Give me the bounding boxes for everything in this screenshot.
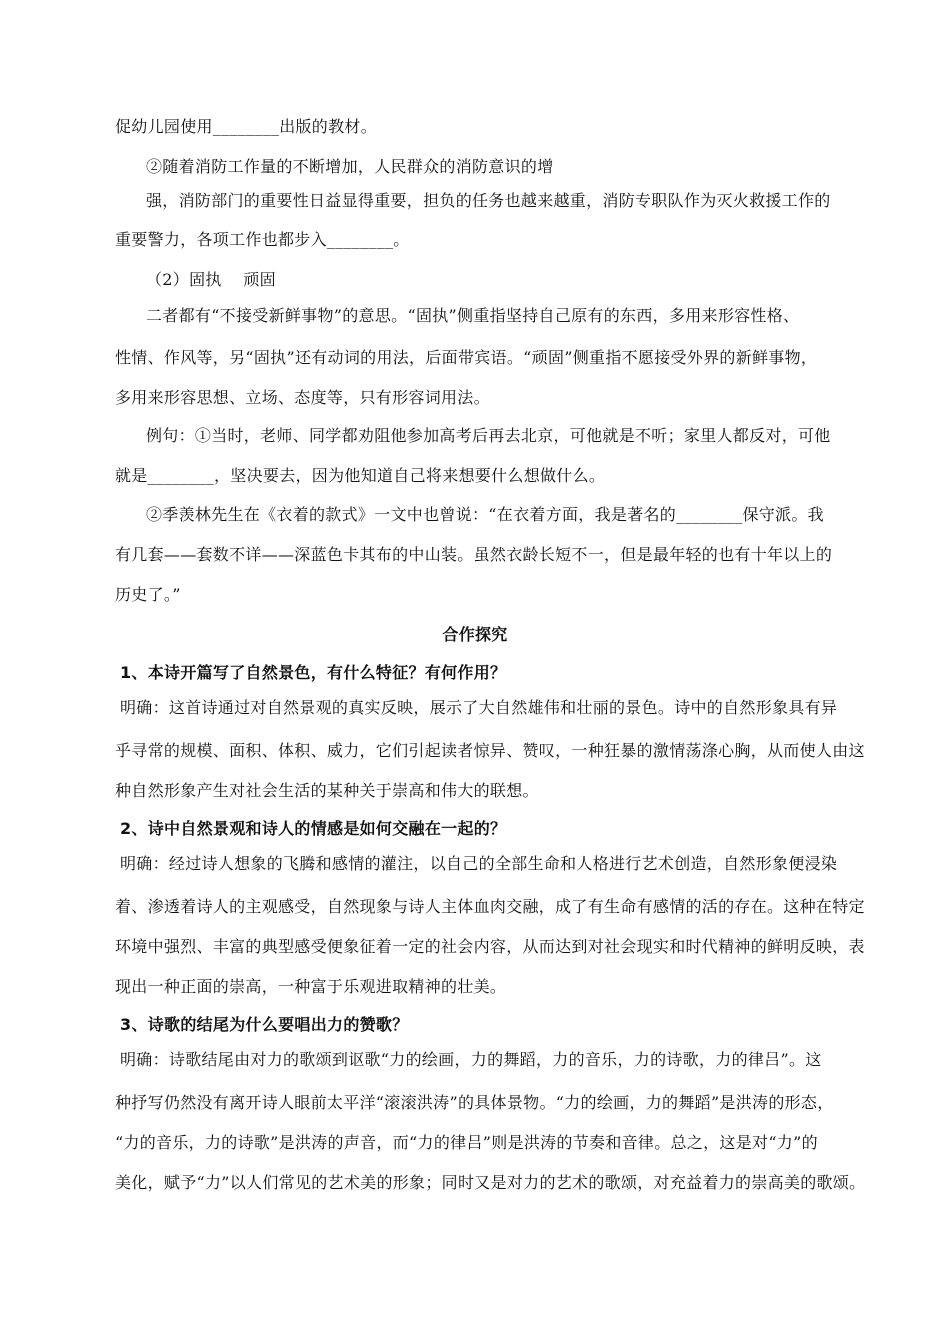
paragraph-line: 重要警力，各项工作也都步入________。 (115, 230, 410, 249)
example-sentence: ②季羡林先生在《衣着的款式》一文中也曾说：“在衣着方面，我是著名的________保守派。我 (146, 505, 824, 524)
section-title: 合作探究 (442, 625, 508, 644)
answer-line: 乎寻常的规模、面积、体积、威力，它们引起读者惊异、赞叹，一种狂暴的激情荡涤心胸，从而使人由这 (115, 741, 865, 760)
answer-line: 美化，赋予“力”以人们常见的艺术美的形象；同时又是对力的艺术的歌颂，对充益着力的崇高美的歌颂。 (115, 1173, 866, 1192)
paragraph-line: 就是________，坚决要去，因为他知道自己将来想要什么想做什么。 (115, 466, 606, 485)
paragraph-line: 有几套——套数不详——深蓝色卡其布的中山装。虽然衣龄长短不一，但是最年轻的也有十年以上的 (115, 545, 833, 564)
answer-line: 种自然形象产生对社会生活的某种关于崇高和伟大的联想。 (115, 781, 539, 800)
paragraph-line: 二者都有“不接受新鲜事物”的意思。“固执”侧重指坚持自己原有的东西，多用来形容性格、 (146, 306, 800, 325)
example-sentence: 例句：①当时，老师、同学都劝阻他参加高考后再去北京，可他就是不听；家里人都反对，可他 (146, 426, 831, 445)
answer-line: 环境中强烈、丰富的典型感受便象征着一定的社会内容，从而达到对社会现实和时代精神的鲜明反映，表 (115, 937, 865, 956)
paragraph-line: 性情、作风等，另“固执”还有动词的用法，后面带宾语。“顽固”侧重指不愿接受外界的新鲜事物， (115, 348, 818, 367)
answer-line: 着、渗透着诗人的主观感受，自然现象与诗人主体血肉交融，成了有生命有感情的活的存在。这种在特定 (115, 897, 865, 916)
word-pair-heading: （2）固执 顽固 (146, 270, 276, 289)
question-1: 1、本诗开篇写了自然景色，有什么特征？有何作用？ (120, 663, 507, 682)
paragraph-line: 强，消防部门的重要性日益显得重要，担负的任务也越来越重，消防专职队作为灭火救援工作的 (146, 191, 831, 210)
paragraph-line: 促幼儿园使用________出版的教材。 (115, 117, 378, 136)
answer-line: 明确：这首诗通过对自然景观的真实反映，展示了大自然雄伟和壮丽的景色。诗中的自然形象具有异 (120, 698, 838, 717)
answer-line: “力的音乐，力的诗歌”是洪涛的声音，而“力的律吕”则是洪涛的节奏和音律。总之，这是对“力”的 (115, 1133, 818, 1152)
paragraph-line: 历史了。” (115, 585, 181, 604)
question-3: 3、诗歌的结尾为什么要唱出力的赞歌？ (120, 1015, 409, 1034)
example-sentence: ②随着消防工作量的不断增加，人民群众的消防意识的增 (146, 157, 554, 176)
paragraph-line: 多用来形容思想、立场、态度等，只有形容词用法。 (115, 388, 490, 407)
question-2: 2、诗中自然景观和诗人的情感是如何交融在一起的？ (120, 819, 507, 838)
answer-line: 明确：诗歌结尾由对力的歌颂到讴歌“力的绘画，力的舞蹈，力的音乐，力的诗歌，力的律吕”。这 (120, 1050, 822, 1069)
answer-line: 明确：经过诗人想象的飞腾和感情的灌注，以自己的全部生命和人格进行艺术创造，自然形象便浸染 (120, 854, 838, 873)
answer-line: 种抒写仍然没有离开诗人眼前太平洋“滚滚洪涛”的具体景物。“力的绘画，力的舞蹈”是洪涛的形态， (115, 1093, 834, 1112)
answer-line: 现出一种正面的崇高，一种富于乐观进取精神的壮美。 (115, 977, 507, 996)
